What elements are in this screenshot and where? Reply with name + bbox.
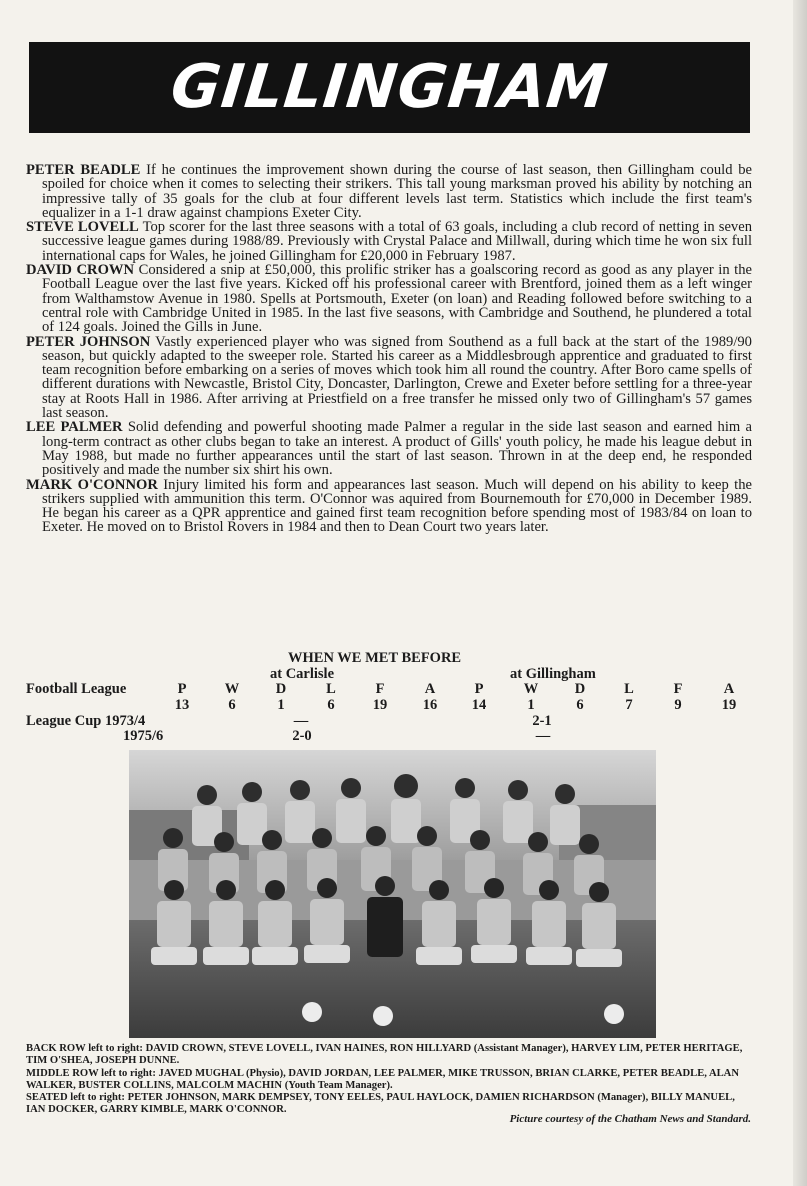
record-heading: WHEN WE MET BEFORE (288, 650, 462, 666)
league-value: 16 (422, 697, 438, 713)
photo-credit: Picture courtesy of the Chatham News and Standard. (509, 1113, 751, 1125)
bio-steve-lovell (26, 220, 752, 263)
league-value: 1 (527, 697, 535, 713)
head-to-head-record (26, 650, 756, 745)
page-title: GILLINGHAM (167, 52, 612, 122)
bio-peter-beadle (26, 163, 752, 220)
team-photo-image (129, 750, 656, 1038)
league-value: 19 (721, 697, 737, 713)
bio-name: PETER JOHNSON (26, 333, 151, 350)
cup-1975-gillingham: — (535, 728, 551, 744)
league-value: 19 (372, 697, 388, 713)
page-edge (793, 0, 807, 1186)
col-header: F (673, 681, 683, 697)
col-header: D (275, 681, 287, 697)
league-value: 6 (576, 697, 584, 713)
bio-mark-oconnor (26, 478, 752, 535)
col-header: A (424, 681, 436, 697)
col-header: P (177, 681, 187, 697)
col-header: W (224, 681, 240, 697)
football-league-label: Football League (26, 681, 127, 697)
col-header: W (523, 681, 539, 697)
bio-text: If he continues the improvement shown during the course of last season, then Gillingham could be spoiled for choice when it comes to selecting their strikers. This tall young marksman proved his ability by notching an impressive tally of 35 goals for the club at four different levels last term. Statistics which include the first team's equalizer in a 1-1 draw against champions Exeter City. (42, 162, 752, 221)
caption-back-row (26, 1043, 756, 1068)
caption-label: SEATED left to right: (26, 1092, 125, 1104)
bio-name: MARK O'CONNOR (26, 476, 158, 493)
caption-names: PETER JOHNSON, MARK DEMPSEY, TONY EELES, PAUL HAYLOCK, DAMIEN RICHARDSON (Manager), BILLY MANUEL, IAN DOCKER, GARRY KIMBLE, MARK O'CONNOR. (26, 1092, 735, 1116)
bio-peter-johnson (26, 335, 752, 421)
team-photo (129, 750, 656, 1038)
bio-text: Considered a snip at £50,000, this prolific striker has a goalscoring record as good as any player in the Football League over the last five years. Kicked off his professional career with Brentford, joined them as a left winger from Walthamstow Avenue in 1980. Spells at Portsmouth, Exeter (on loan) and Reading followed before switching to a central role with Cambridge United in 1985. In the last five seasons, with Cambridge and Southend, he plundered a total of 124 goals. Joined the Gills in June. (42, 262, 752, 336)
player-bios (26, 163, 752, 535)
league-value: 6 (228, 697, 236, 713)
col-header: A (723, 681, 735, 697)
bio-text: Top scorer for the last three seasons with a total of 63 goals, including a club record of netting in seven successive league games during 1988/89. Previously with Crystal Palace and Millwall, during which time he won six full international caps for Wales, he joined Gillingham for £20,000 in February 1987. (42, 219, 752, 264)
col-header: P (474, 681, 484, 697)
bio-david-crown (26, 263, 752, 334)
bio-text: Vastly experienced player who was signed from Southend as a full back at the start of the 1989/90 season, but quickly adapted to the sweeper role. Started his career as a Middlesbrough apprentice and graduated to first team recognition before embarking on a series of moves which took him all round the country. After Boro came spells of different durations with Newcastle, Bristol City, Doncaster, Darlington, Crewe and Exeter before settling for a three-year stay at Roots Hall in 1986. After arriving at Priestfield on a free transfer he missed only two of Gillingham's 57 games last season. (42, 333, 752, 422)
bio-lee-palmer (26, 420, 752, 477)
bio-text: Injury limited his form and appearances last season. Much will depend on his ability to keep the strikers supplied with ammunition this term. O'Connor was aquired from Bournemouth for £70,000 in December 1989. He began his career as a QPR apprentice and gained first team recognition before spending most of 1983/84 on loan to Exeter. He moved on to Bristol Rovers in 1984 and then to Dean Court two years later. (42, 476, 753, 536)
bio-name: STEVE LOVELL (26, 219, 139, 236)
league-value: 6 (327, 697, 335, 713)
league-value: 13 (174, 697, 190, 713)
bio-text: Solid defending and powerful shooting made Palmer a regular in the side last season and earned him a long-term contract as other clubs began to take an interest. A product of Gills' youth policy, he made his league debut in May 1988, but made no further appearances until the start of last season. Thrown in at the deep end, he responded positively and made the number six shirt his own. (42, 419, 752, 479)
col-header: F (375, 681, 385, 697)
league-value: 14 (471, 697, 487, 713)
col-header: D (574, 681, 586, 697)
col-header: L (624, 681, 634, 697)
league-value: 7 (625, 697, 633, 713)
caption-label: MIDDLE ROW left to right: (26, 1067, 156, 1079)
league-cup-label: League Cup 1973/4 (26, 713, 146, 729)
at-carlisle-label: at Carlisle (270, 666, 335, 682)
caption-names: DAVID CROWN, STEVE LOVELL, IVAN HAINES, RON HILLYARD (Assistant Manager), HARVEY LIM, PETER HERITAGE, TIM O'SHEA, JOSEPH DUNNE. (26, 1043, 743, 1067)
caption-label: BACK ROW left to right: (26, 1043, 143, 1054)
bio-name: LEE PALMER (26, 419, 123, 436)
league-value: 9 (674, 697, 682, 713)
photo-captions (26, 1043, 756, 1117)
cup-1973-gillingham: 2-1 (532, 713, 552, 729)
league-value: 1 (277, 697, 285, 713)
col-header: L (326, 681, 336, 697)
at-gillingham-label: at Gillingham (510, 666, 596, 682)
caption-middle-row (26, 1068, 756, 1093)
bio-name: DAVID CROWN (26, 262, 135, 279)
cup-1975-carlisle: 2-0 (292, 728, 312, 744)
cup-1973-carlisle: — (293, 713, 309, 729)
caption-names: JAVED MUGHAL (Physio), DAVID JORDAN, LEE PALMER, MIKE TRUSSON, BRIAN CLARKE, PETER BEADLE, ALAN WALKER, BUSTER COLLINS, MALCOLM MACHIN (Youth Team Manager). (26, 1067, 739, 1091)
league-cup-season-2: 1975/6 (123, 728, 164, 744)
title-banner (29, 42, 750, 133)
bio-name: PETER BEADLE (26, 162, 141, 178)
